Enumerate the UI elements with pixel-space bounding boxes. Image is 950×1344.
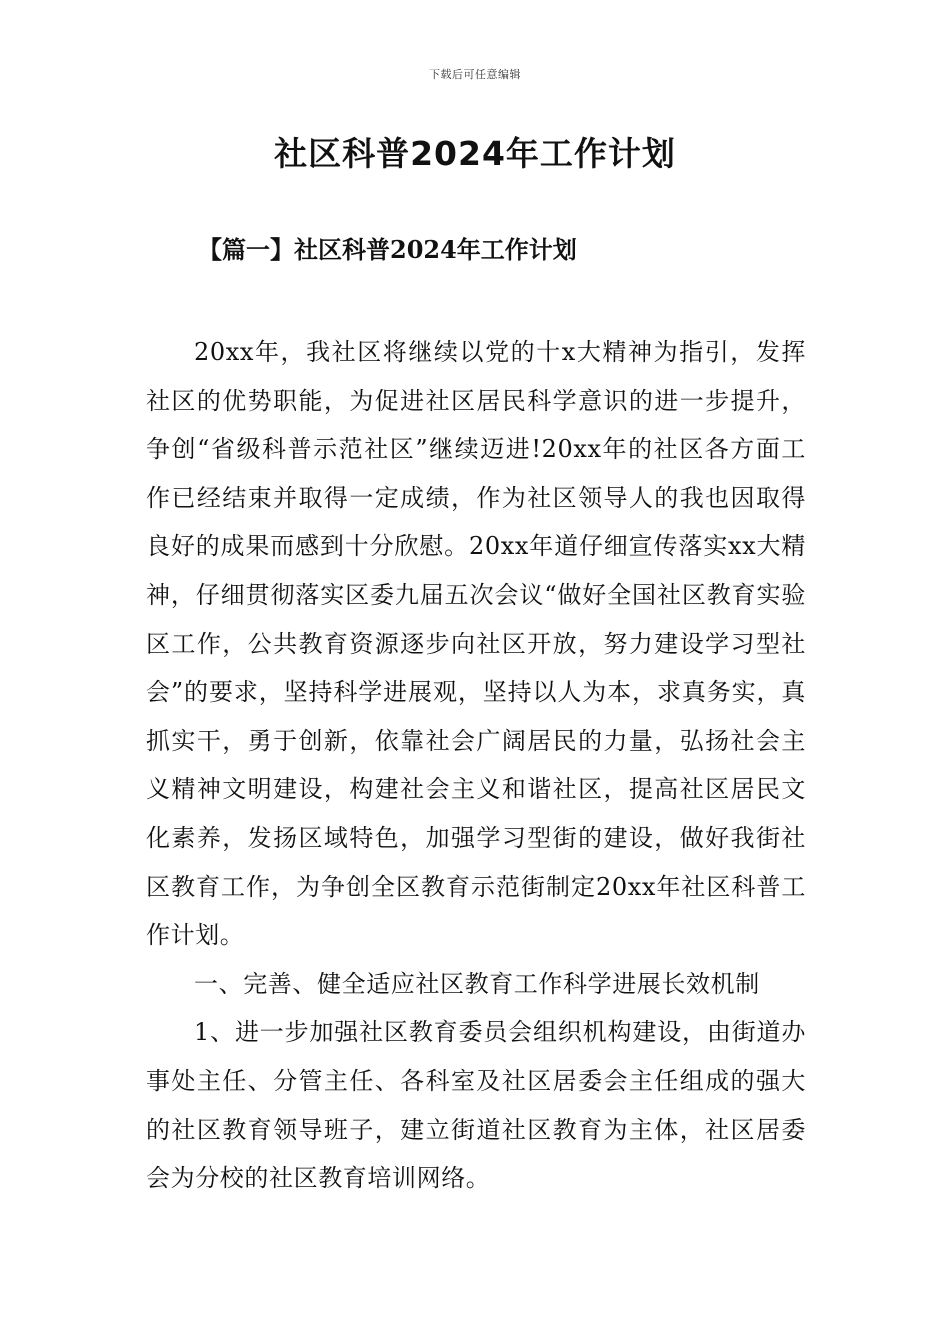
paragraph-section-one-heading: 一、完善、健全适应社区教育工作科学进展长效机制 — [194, 969, 760, 998]
paragraph-intro: 20xx年，我社区将继续以党的十x大精神为指引，发挥社区的优势职能，为促进社区居民科学意识的进一步提升，争创“省级科普示范社区”继续迈进!20xx年的社区各方面工作已经结束并取得一定成绩，作为社区领导人的我也因取得良好的成果而感到十分欣慰。20xx年道仔细宣传落实xx大精神，仔细贯彻落实区委九届五次会议“做好全国社区教育实验区工作，公共教育资源逐步向社区开放，努力建设学习型社会”的要求，坚持科学进展观，坚持以人为本，求真务实，真抓实干，勇于创新，依靠社会广阔居民的力量，弘扬社会主义精神文明建设，构建社会主义和谐社区，提高社区居民文化素养，发扬区域特色，加强学习型街的建设，做好我街社区教育工作，为争创全区教育示范街制定20xx年社区科普工作计划。 — [146, 338, 806, 950]
document-title: 社区科普2024年工作计划 — [274, 134, 676, 173]
section-heading: 【篇一】社区科普2024年工作计划 — [198, 235, 577, 264]
paragraph-item-one: 1、进一步加强社区教育委员会组织机构建设，由街道办事处主任、分管主任、各科室及社区居委会主任组成的强大的社区教育领导班子，建立街道社区教育为主体，社区居委会为分校的社区教育培训网络。 — [146, 1018, 806, 1193]
header-note: 下载后可任意编辑 — [429, 68, 521, 81]
document-body — [146, 328, 806, 1203]
